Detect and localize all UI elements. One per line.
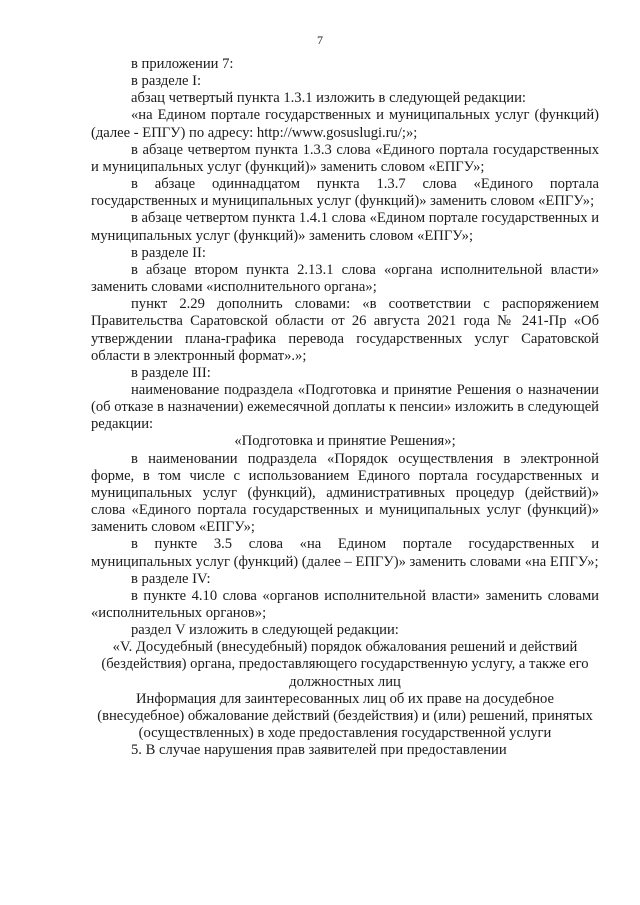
paragraph: в абзаце одиннадцатом пункта 1.3.7 слова «Единого портала государственных и муниципальных услуг (функций)» заменить словом «ЕПГУ»;: [91, 176, 599, 210]
subsection-heading: Информация для заинтересованных лиц об их праве на досудебное (внесудебное) обжалование действий (бездействия) и (или) решений, принятых (осуществленных) в ходе предоставления государственной услуги: [97, 690, 593, 742]
paragraph: в разделе III:: [131, 364, 211, 381]
section-heading: «V. Досудебный (внесудебный) порядок обжалования решений и действий (бездействия) органа, предоставляющего государственную услугу, а также его должностных лиц: [101, 639, 589, 690]
paragraph: в разделе I:: [131, 73, 202, 90]
paragraph: в абзаце четвертом пункта 1.3.3 слова «Единого портала государственных и муниципальных услуг (функций)» заменить словом «ЕПГУ»;: [91, 141, 599, 175]
paragraph: абзац четвертый пункта 1.3.1 изложить в следующей редакции:: [131, 90, 526, 107]
page-number: 7: [317, 33, 323, 47]
paragraph: в разделе II:: [131, 244, 206, 261]
paragraph: в разделе IV:: [131, 570, 211, 587]
document-body: [91, 56, 599, 759]
paragraph: «на Едином портале государственных и муниципальных услуг (функций) (далее - ЕПГУ) по адресу: http://www.gosuslugi.ru/;»;: [91, 107, 599, 141]
paragraph: в пункте 3.5 слова «на Едином портале государственных и муниципальных услуг (функций) (далее – ЕПГУ)» заменить словами «на ЕПГУ»;: [91, 536, 599, 570]
paragraph: в пункте 4.10 слова «органов исполнительной власти» заменить словами «исполнительных органов»;: [91, 587, 599, 621]
paragraph: 5. В случае нарушения прав заявителей при предоставлении: [131, 742, 507, 759]
paragraph: в наименовании подраздела «Порядок осуществления в электронной форме, в том числе с использованием Единого портала государственных и муниципальных услуг (функций), административных процедур (действий)» слова «Единого портала государственных и муниципальных услуг (функций)» заменить словом «ЕПГУ»;: [91, 450, 599, 536]
paragraph: пункт 2.29 дополнить словами: «в соответствии с распоряжением Правительства Саратовской области от 26 августа 2021 года № 241-Пр «Об утверждении плана-графика перевода государственных услуг Саратовской области в электронный формат».»;: [91, 296, 599, 364]
paragraph: в абзаце четвертом пункта 1.4.1 слова «Едином портале государственных и муниципальных услуг (функций)» заменить словом «ЕПГУ»;: [91, 210, 599, 244]
paragraph: раздел V изложить в следующей редакции:: [131, 622, 399, 639]
subsection-title: «Подготовка и принятие Решения»;: [234, 433, 456, 450]
paragraph: в абзаце втором пункта 2.13.1 слова «органа исполнительной власти» заменить словами «исполнительного органа»;: [91, 261, 599, 296]
paragraph: наименование подраздела «Подготовка и принятие Решения о назначении (об отказе в назначении) ежемесячной доплаты к пенсии» изложить в следующей редакции:: [91, 381, 599, 433]
paragraph: в приложении 7:: [131, 56, 234, 72]
